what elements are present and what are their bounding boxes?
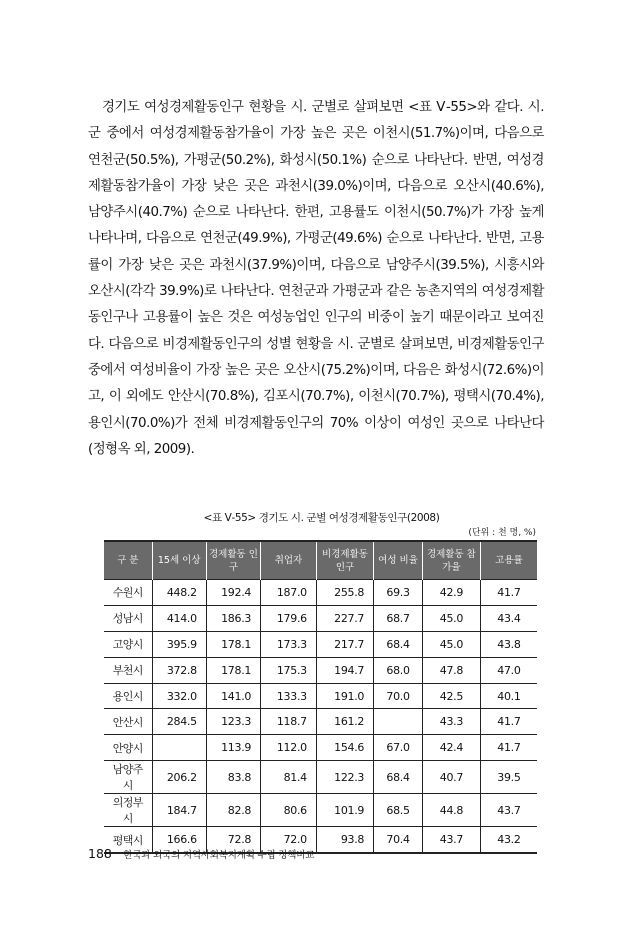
cell-female-ratio: 68.4 bbox=[374, 631, 423, 657]
cell-employment-rate: 41.7 bbox=[480, 580, 537, 606]
page-footer bbox=[88, 846, 314, 861]
cell-female-ratio: 69.3 bbox=[374, 580, 423, 606]
cell-employment-rate: 40.1 bbox=[480, 683, 537, 709]
cell-employed: 72.0 bbox=[261, 827, 317, 853]
cell-region: 안양시 bbox=[104, 735, 152, 761]
cell-region: 성남시 bbox=[104, 605, 152, 631]
cell-participation: 42.5 bbox=[422, 683, 480, 709]
cell-participation: 45.0 bbox=[422, 631, 480, 657]
cell-pop15: 372.8 bbox=[152, 657, 206, 683]
cell-employed: 112.0 bbox=[261, 735, 317, 761]
cell-employed: 173.3 bbox=[261, 631, 317, 657]
cell-region: 의정부시 bbox=[104, 794, 152, 827]
cell-region: 수원시 bbox=[104, 580, 152, 606]
cell-employed: 118.7 bbox=[261, 709, 317, 735]
header-employment-rate: 고용률 bbox=[480, 541, 537, 580]
cell-participation: 45.0 bbox=[422, 605, 480, 631]
header-participation: 경제활동 참가율 bbox=[422, 541, 480, 580]
cell-region: 안산시 bbox=[104, 709, 152, 735]
cell-region: 평택시 bbox=[104, 827, 152, 853]
table-unit: (단위 : 천 명, %) bbox=[468, 528, 536, 538]
cell-non-econ: 194.7 bbox=[316, 657, 373, 683]
header-female-ratio: 여성 비율 bbox=[374, 541, 423, 580]
cell-non-econ: 161.2 bbox=[316, 709, 373, 735]
cell-pop15: 284.5 bbox=[152, 709, 206, 735]
cell-econ-active: 178.1 bbox=[206, 631, 260, 657]
table-caption: <표 Ⅴ-55> 경기도 시. 군별 여성경제활동인구(2008) bbox=[203, 512, 440, 524]
cell-econ-active: 113.9 bbox=[206, 735, 260, 761]
cell-employment-rate: 43.2 bbox=[480, 827, 537, 853]
cell-employment-rate: 47.0 bbox=[480, 657, 537, 683]
cell-employment-rate: 43.4 bbox=[480, 605, 537, 631]
cell-non-econ: 217.7 bbox=[316, 631, 373, 657]
cell-employed: 80.6 bbox=[261, 794, 317, 827]
cell-female-ratio: 70.0 bbox=[374, 683, 423, 709]
cell-employment-rate: 43.7 bbox=[480, 794, 537, 827]
cell-econ-active: 72.8 bbox=[206, 827, 260, 853]
cell-non-econ: 154.6 bbox=[316, 735, 373, 761]
cell-employment-rate: 39.5 bbox=[480, 761, 537, 794]
cell-employment-rate: 43.8 bbox=[480, 631, 537, 657]
cell-female-ratio: 68.4 bbox=[374, 761, 423, 794]
cell-non-econ: 191.0 bbox=[316, 683, 373, 709]
table-row bbox=[104, 683, 537, 709]
cell-pop15: 414.0 bbox=[152, 605, 206, 631]
female-economic-activity-table bbox=[104, 540, 537, 854]
cell-non-econ: 255.8 bbox=[316, 580, 373, 606]
table-row bbox=[104, 631, 537, 657]
cell-econ-active: 83.8 bbox=[206, 761, 260, 794]
cell-participation: 47.8 bbox=[422, 657, 480, 683]
cell-employed: 81.4 bbox=[261, 761, 317, 794]
cell-pop15: 448.2 bbox=[152, 580, 206, 606]
cell-participation: 44.8 bbox=[422, 794, 480, 827]
cell-female-ratio: 68.0 bbox=[374, 657, 423, 683]
cell-female-ratio: 68.5 bbox=[374, 794, 423, 827]
cell-participation: 43.3 bbox=[422, 709, 480, 735]
cell-female-ratio: 67.0 bbox=[374, 735, 423, 761]
table-row bbox=[104, 794, 537, 827]
cell-pop15: 206.2 bbox=[152, 761, 206, 794]
table-row bbox=[104, 657, 537, 683]
header-econ-active: 경제활동 인구 bbox=[206, 541, 260, 580]
cell-region: 용인시 bbox=[104, 683, 152, 709]
cell-employment-rate: 41.7 bbox=[480, 709, 537, 735]
table-header-row bbox=[104, 541, 537, 580]
cell-participation: 42.4 bbox=[422, 735, 480, 761]
header-region: 구 분 bbox=[104, 541, 152, 580]
book-title: 한국과 외국의 지역사회복지계획 수립 정책비교 bbox=[123, 850, 315, 861]
header-non-econ: 비경제활동 인구 bbox=[316, 541, 373, 580]
cell-econ-active: 141.0 bbox=[206, 683, 260, 709]
cell-econ-active: 186.3 bbox=[206, 605, 260, 631]
cell-region: 남양주시 bbox=[104, 761, 152, 794]
header-pop15: 15세 이상 bbox=[152, 541, 206, 580]
cell-employed: 133.3 bbox=[261, 683, 317, 709]
cell-econ-active: 82.8 bbox=[206, 794, 260, 827]
cell-econ-active: 123.3 bbox=[206, 709, 260, 735]
body-paragraph: 경기도 여성경제활동인구 현황을 시. 군별로 살펴보면 <표 Ⅴ-55>와 같다. 시. 군 중에서 여성경제활동참가율이 가장 높은 곳은 이천시(51.7%)이며, 다음으로 연천군(50.5%), 가평군(50.2%), 화성시(50.1%) 순으로 나타난다. 반면, 여성경제활동참가율이 가장 낮은 곳은 과천시(39.0%)이며, 다음으로 오산시(40.6%), 남양주시(40.7%) 순으로 나타난다. 한편, 고용률도 이천시(50.7%)가 가장 높게 나타나며, 다음으로 연천군(49.9%), 가평군(49.6%) 순으로 나타난다. 반면, 고용률이 가장 낮은 곳은 과천시(37.9%)이며, 다음으로 남양주시(39.5%), 시흥시와 오산시(각각 39.9%)로 나타난다. 연천군과 가평군과 같은 농촌지역의 여성경제활동인구나 고용률이 높은 것은 여성농업인 인구의 비중이 높기 때문이라고 보여진다. 다음으로 비경제활동인구의 성별 현황을 시. 군별로 살펴보면, 비경제활동인구 중에서 여성비율이 가장 높은 곳은 오산시(75.2%)이며, 다음은 화성시(72.6%)이고, 이 외에도 안산시(70.8%), 김포시(70.7%), 이천시(70.7%), 평택시(70.4%), 용인시(70.0%)가 전체 비경제활동인구의 70% 이상이 여성인 곳으로 나타난다(정형옥 외, 2009). bbox=[88, 100, 544, 457]
cell-female-ratio bbox=[374, 709, 423, 735]
cell-employed: 179.6 bbox=[261, 605, 317, 631]
table-row bbox=[104, 735, 537, 761]
cell-region: 고양시 bbox=[104, 631, 152, 657]
cell-pop15 bbox=[152, 735, 206, 761]
cell-pop15: 184.7 bbox=[152, 794, 206, 827]
cell-econ-active: 192.4 bbox=[206, 580, 260, 606]
cell-econ-active: 178.1 bbox=[206, 657, 260, 683]
page-number: 188 bbox=[88, 846, 112, 861]
cell-employed: 187.0 bbox=[261, 580, 317, 606]
cell-pop15: 332.0 bbox=[152, 683, 206, 709]
cell-participation: 42.9 bbox=[422, 580, 480, 606]
cell-non-econ: 227.7 bbox=[316, 605, 373, 631]
cell-employment-rate: 41.7 bbox=[480, 735, 537, 761]
header-employed: 취업자 bbox=[261, 541, 317, 580]
table-row bbox=[104, 580, 537, 606]
cell-participation: 43.7 bbox=[422, 827, 480, 853]
cell-female-ratio: 68.7 bbox=[374, 605, 423, 631]
cell-non-econ: 101.9 bbox=[316, 794, 373, 827]
cell-employed: 175.3 bbox=[261, 657, 317, 683]
cell-region: 부천시 bbox=[104, 657, 152, 683]
table-row bbox=[104, 761, 537, 794]
cell-pop15: 166.6 bbox=[152, 827, 206, 853]
cell-pop15: 395.9 bbox=[152, 631, 206, 657]
cell-female-ratio: 70.4 bbox=[374, 827, 423, 853]
table-row bbox=[104, 605, 537, 631]
cell-participation: 40.7 bbox=[422, 761, 480, 794]
cell-non-econ: 122.3 bbox=[316, 761, 373, 794]
table-row bbox=[104, 709, 537, 735]
cell-non-econ: 93.8 bbox=[316, 827, 373, 853]
